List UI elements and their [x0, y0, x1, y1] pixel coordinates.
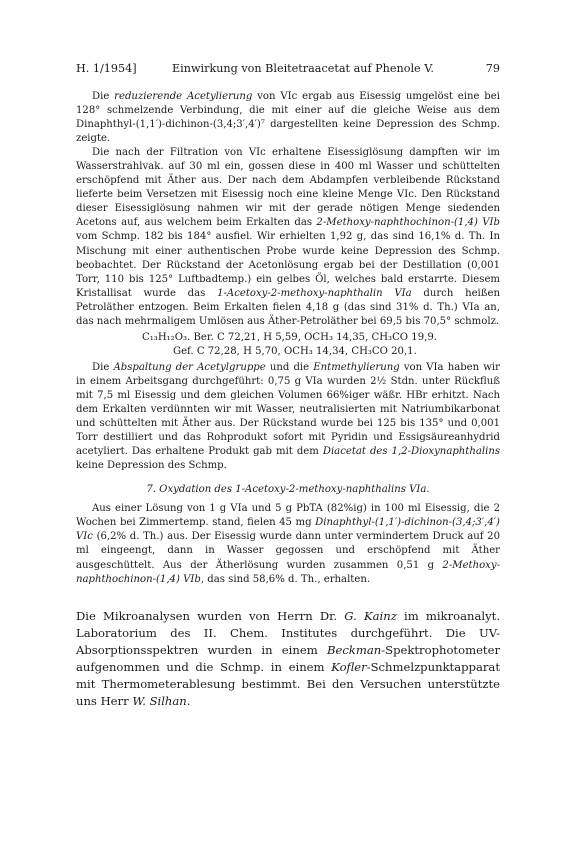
text: von VIa haben wir in einem Arbeitsgang durchgeführt: 0,75 g VIa wurden 2½ Stdn. unter Rückfluß mit 7,5 ml Eisessig und dem gleichen Volumen 66%iger wäßr. HBr erhitzt. Nach dem Erkalten verdünnten wir mit Wasser, neutralisierten mit Natriumbikarbonat und schüttelten mit Äther aus. Der Rückstand wurde bei 125 bis 135° und 0,001 Torr destilliert und das Rohprodukt sofort mit Pyridin und Essigsäureanhydrid acetyliert. Das erhaltene Produkt gab mit dem — [76, 361, 500, 458]
paragraph-reductive-acetylation — [76, 90, 500, 146]
page — [76, 62, 500, 710]
text: vom Schmp. 182 bis 184° ausfiel. Wir erhielten 1,92 g, das sind 16,1% d. Th. In Mischung mit einer authentischen Probe wurde keine Depression des Schmp. beobachtet. Der Rückstand der Acetonlösung ergab bei der Destillation (0,001 Torr, 110 bis 125° Luftbadtemp.) ein gelbes Öl, welches bald erstarrte. Diesem Kristallisat wurde das — [76, 231, 500, 299]
section-heading: 7. Oxydation des 1-Acetoxy-2-methoxy-naphthalins VIa. — [146, 484, 430, 496]
paragraph-filtration — [76, 146, 500, 329]
page-number: 79 — [485, 62, 500, 75]
text: Die — [92, 91, 115, 102]
compound-name: 2-Methoxy-naphthochinon-(1,4) VIb — [76, 559, 500, 585]
person-name: W. Silhan — [132, 693, 187, 708]
running-header — [76, 62, 500, 78]
elemental-analysis — [142, 331, 500, 359]
text: , das sind 58,6% d. Th., erhalten. — [200, 573, 371, 585]
text: und die — [265, 361, 314, 373]
formula: C₁₃H₁₂O₃. — [142, 331, 191, 343]
paragraph-oxidation — [76, 502, 500, 586]
compound-name: Diacetat des 1,2-Dioxynaphthalins — [322, 446, 501, 458]
person-name: G. Kainz — [344, 608, 397, 623]
text: -Schmelzpunktapparat mit Thermometerablesung bestimmt. Bei den Versuchen unterstützte uns Herr — [76, 659, 500, 708]
running-title: Einwirkung von Bleitetraacetat auf Phenole V. — [172, 62, 434, 75]
brand-name: Beckman — [326, 642, 382, 657]
acknowledgement — [76, 608, 500, 710]
acknowledgement-paragraph — [76, 608, 500, 710]
italic-term: Abspaltung der Acetylgruppe — [113, 361, 266, 373]
text: Aus einer Lösung von 1 g VIa und 5 g PbTA (82%ig) in 100 ml Eisessig, die 2 Wochen bei Zimmertemp. stand, fielen 45 mg — [76, 503, 500, 529]
compound-name: 2-Methoxy-naphthochinon-(1,4) VIb — [316, 217, 500, 229]
experimental-text — [76, 90, 500, 587]
text: -Spektrophotometer aufgenommen und die Schmp. in einem — [76, 642, 500, 674]
text: Die Mikroanalysen wurden von Herrn Dr. — [76, 608, 345, 623]
text: keine Depression des Schmp. — [76, 460, 227, 472]
text: durch heißen Petroläther entzogen. Beim Erkalten fielen 4,18 g (das sind 31% d. Th.) VIa an, das nach mehrmaligem Umlösen aus Äther-Petroläther bei 69,5 bis 70,5° schmolz. — [76, 287, 500, 327]
compound-name: 1-Acetoxy-2-methoxy-naphthalin VIa — [217, 287, 412, 299]
text: (6,2% d. Th.) aus. Der Eisessig wurde dann unter vermindertem Druck auf 20 ml eingeengt, dann in Wasser gegossen und erschöpfend mit Äther ausgeschüttelt. Aus der Ätherlösung wurden zusammen 0,51 g — [76, 531, 500, 571]
italic-term: reduzierende Acetylierung — [114, 91, 253, 102]
compound-name: Dinaphthyl-(1,1′)-dichinon-(3,4;3′,4′) VIc — [76, 517, 500, 543]
text: Die — [92, 361, 114, 373]
text: . — [186, 693, 191, 708]
brand-name: Kofler — [331, 659, 367, 674]
text: Die nach der Filtration von VIc erhaltene Eisessiglösung dampften wir im Wasserstrahlvak. auf 30 ml ein, gossen diese in 400 ml Wasser und schüttelten erschöpfend mit Äther aus. Der nach dem Abdampfen verbleibende Rückstand lieferte beim Versetzen mit Eisessig noch eine kleine Menge VIc. Den Rückstand dieser Eisessiglösung nahmen wir mit der gerade nötigen Menge siedenden Acetons auf, aus welchem beim Erkalten das — [76, 147, 500, 229]
italic-term: Entmethylierung — [313, 361, 400, 373]
text: von VIc ergab aus Eisessig umgelöst eine bei 128° schmelzende Verbindung, die mit einer auf die gleiche Weise aus dem Dinaphthyl-(1,1′)-dichinon-(3,4;3′,4′)⁷ dargestellten keine Depression des Schmp. zeigte. — [76, 91, 500, 145]
paragraph-deacetylation — [76, 361, 500, 473]
found-values: Gef. C 72,28, H 5,70, OCH₃ 14,34, CH₃CO 20,1. — [173, 345, 417, 357]
journal-issue: H. 1/1954] — [76, 62, 137, 75]
calculated-values: Ber. C 72,21, H 5,59, OCH₃ 14,35, CH₃CO 19,9. — [193, 331, 437, 343]
text: im mikroanalyt. Laboratorium des II. Chem. Institutes durchgeführt. Die UV-Absorptionsspektren wurden in einem — [76, 608, 501, 657]
